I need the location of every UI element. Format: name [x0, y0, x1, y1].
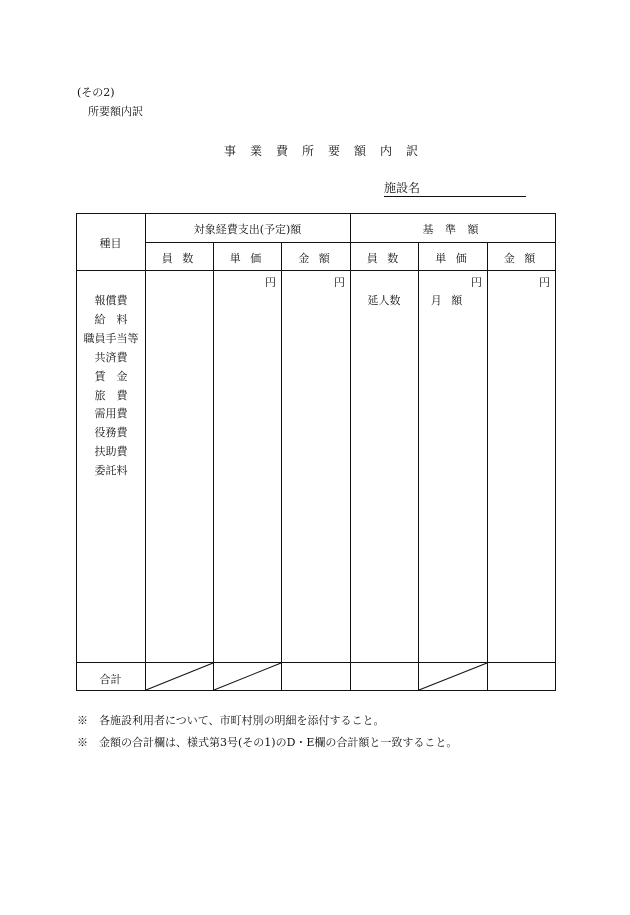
subheader-count: 員 数 [161, 252, 197, 265]
label-monthly-amount: 月 額 [430, 294, 466, 307]
facility-label: 施設名 [384, 181, 421, 195]
category-item: 委託料 [94, 464, 128, 477]
subheader-unit-price: 単 価 [229, 252, 265, 265]
yen-unit-price: 円 [265, 276, 276, 289]
document-title: 事業費所要額内訳 [224, 144, 433, 158]
category-item: 共済費 [94, 351, 128, 364]
yen-amount: 円 [334, 276, 345, 289]
form-subtitle: 所要額内訳 [88, 105, 143, 118]
yen-standard-unit-price: 円 [471, 276, 482, 289]
category-item: 報償費 [94, 294, 128, 307]
header-standard-amount: 基 準 額 [422, 223, 483, 236]
category-item: 給 料 [94, 313, 128, 326]
category-item: 旅 費 [94, 389, 128, 402]
form-number: (その2) [77, 86, 115, 99]
yen-standard-amount: 円 [539, 276, 550, 289]
diagonal-standard-unit-price [419, 663, 487, 690]
subheader-amount: 金 額 [298, 252, 333, 265]
total-label: 合計 [99, 673, 122, 686]
diagonal-unit-price [214, 663, 281, 690]
label-person-days: 延人数 [367, 294, 401, 307]
subheader-standard-count: 員 数 [366, 252, 402, 265]
note-item: ※ 各施設利用者について、市町村別の明細を添付すること。 [77, 714, 385, 727]
category-item: 職員手当等 [83, 332, 139, 345]
category-item: 賃 金 [94, 370, 128, 383]
subheader-standard-amount: 金 額 [503, 252, 539, 265]
subheader-standard-unit-price: 単 価 [435, 252, 470, 265]
category-item: 需用費 [94, 407, 128, 420]
diagonal-count [146, 663, 213, 690]
header-category: 種目 [99, 237, 122, 250]
category-item: 扶助費 [94, 445, 128, 458]
category-item: 役務費 [94, 426, 128, 439]
note-item: ※ 金額の合計欄は、様式第3号(その1)のD・E欄の合計額と一致すること。 [77, 736, 458, 749]
header-target-expense: 対象経費支出(予定)額 [193, 223, 302, 236]
